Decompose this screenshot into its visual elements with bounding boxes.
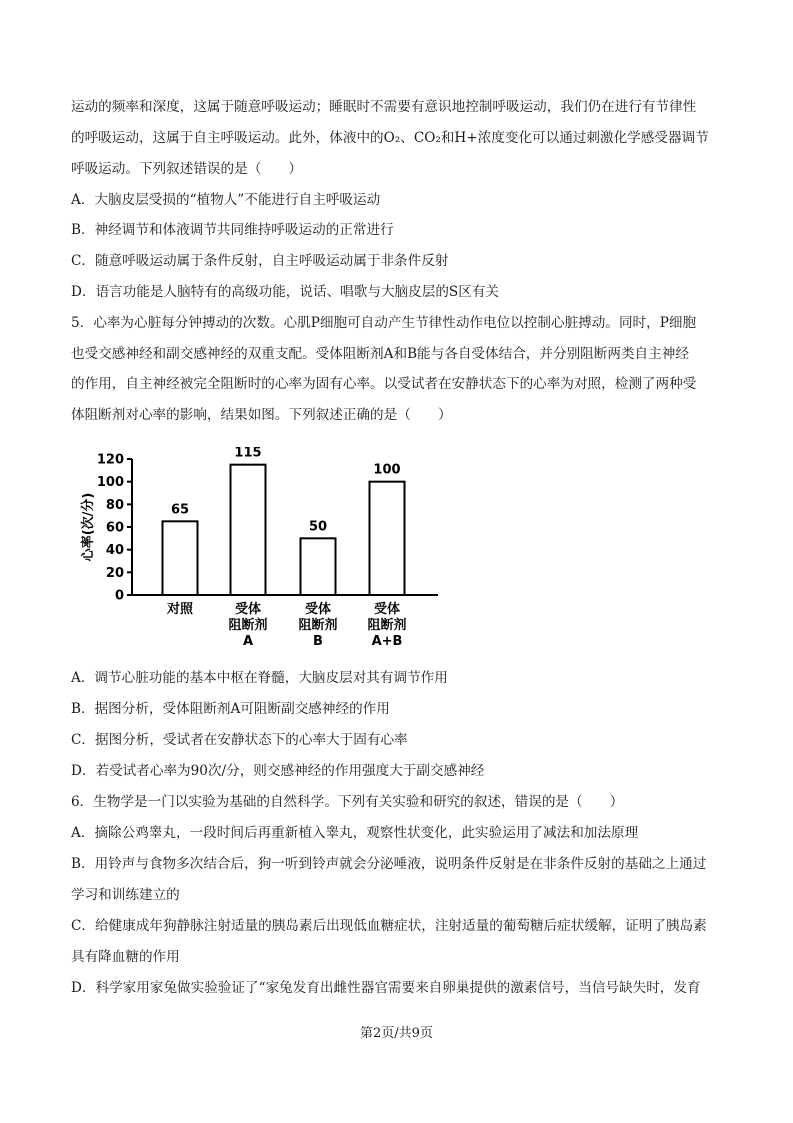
category-label: 阻断剂 bbox=[228, 618, 268, 633]
y-tick-label: 60 bbox=[105, 520, 124, 536]
q5-stem-line-2: 也受交感神经和副交感神经的双重支配。受体阻断剂A和B能与各自受体结合，并分别阻断两类自主神经 bbox=[71, 346, 689, 362]
q5-option-b[interactable]: B．据图分析，受体阻断剂A可阻断副交感神经的作用 bbox=[71, 701, 390, 717]
bar-value-label: 100 bbox=[373, 462, 401, 478]
q4-stem-line-2: 的呼吸运动，这属于自主呼吸运动。此外，体液中的O₂、CO₂和H+浓度变化可以通过刺激化学感受器调节 bbox=[71, 130, 709, 146]
q6-option-d-line-1[interactable]: D．科学家用家兔做实验验证了“家兔发育出雌性器官需要来自卵巢提供的激素信号，当信号缺失时，发育 bbox=[71, 980, 701, 996]
q5-option-a[interactable]: A．调节心脏功能的基本中枢在脊髓，大脑皮层对其有调节作用 bbox=[71, 670, 448, 686]
chart-svg bbox=[70, 447, 450, 657]
y-tick-label: 120 bbox=[96, 452, 124, 468]
heart-rate-bar-chart bbox=[70, 447, 450, 657]
q6-option-c-line-1[interactable]: C．给健康成年狗静脉注射适量的胰岛素后出现低血糖症状，注射适量的葡萄糖后症状缓解，证明了胰岛素 bbox=[71, 918, 707, 934]
page-number: 第2页/共9页 bbox=[360, 1026, 433, 1041]
q4-stem-line-3: 呼吸运动。下列叙述错误的是（ ） bbox=[71, 161, 303, 177]
category-label: 受体 bbox=[373, 602, 401, 617]
q4-option-d[interactable]: D．语言功能是人脑特有的高级功能，说话、唱歌与大脑皮层的S区有关 bbox=[71, 284, 500, 300]
bar bbox=[231, 465, 266, 595]
category-label: 对照 bbox=[166, 602, 194, 617]
q4-stem-line-1: 运动的频率和深度，这属于随意呼吸运动；睡眠时不需要有意识地控制呼吸运动，我们仍在进行有节律性 bbox=[71, 99, 697, 115]
category-label: A+B bbox=[371, 634, 403, 649]
q4-option-b[interactable]: B．神经调节和体液调节共同维持呼吸运动的正常进行 bbox=[71, 222, 394, 238]
q5-stem-line-3: 的作用，自主神经被完全阻断时的心率为固有心率。以受试者在安静状态下的心率为对照，检测了两种受 bbox=[71, 376, 697, 392]
q4-option-c[interactable]: C．随意呼吸运动属于条件反射，自主呼吸运动属于非条件反射 bbox=[71, 253, 449, 269]
q6-option-a[interactable]: A．摘除公鸡睾丸，一段时间后再重新植入睾丸，观察性状变化，此实验运用了减法和加法原理 bbox=[71, 825, 639, 841]
y-tick-label: 100 bbox=[96, 475, 124, 491]
bar-value-label: 50 bbox=[308, 519, 328, 535]
y-tick-label: 40 bbox=[105, 543, 124, 559]
category-label: 阻断剂 bbox=[367, 618, 407, 633]
y-axis-title: 心率(次/分) bbox=[81, 492, 96, 562]
q5-option-c[interactable]: C．据图分析，受试者在安静状态下的心率大于固有心率 bbox=[71, 732, 408, 748]
category-label: 受体 bbox=[234, 602, 262, 617]
q5-stem-line-4: 体阻断剂对心率的影响，结果如图。下列叙述正确的是（ ） bbox=[71, 407, 452, 423]
y-tick-label: 80 bbox=[105, 497, 124, 513]
y-axis-label bbox=[80, 493, 96, 562]
q6-option-b-line-1[interactable]: B．用铃声与食物多次结合后，狗一听到铃声就会分泌唾液，说明条件反射是在非条件反射的基础之上通过 bbox=[71, 856, 707, 872]
category-label: A bbox=[242, 634, 254, 649]
y-tick-label: 20 bbox=[105, 565, 124, 581]
q6-stem-line-1: 6．生物学是一门以实验为基础的自然科学。下列有关实验和研究的叙述，错误的是（ ） bbox=[71, 794, 624, 810]
category-label: 受体 bbox=[304, 602, 332, 617]
y-tick-label: 0 bbox=[114, 588, 124, 604]
q6-option-c-line-2[interactable]: 具有降血糖的作用 bbox=[71, 949, 180, 965]
q5-stem-line-1: 5．心率为心脏每分钟搏动的次数。心肌P细胞可自动产生节律性动作电位以控制心脏搏动。同时，P细胞 bbox=[71, 315, 697, 331]
q5-option-d[interactable]: D．若受试者心率为90次/分，则交感神经的作用强度大于副交感神经 bbox=[71, 763, 485, 779]
q6-option-b-line-2[interactable]: 学习和训练建立的 bbox=[71, 887, 180, 903]
bar bbox=[163, 521, 198, 595]
bar-value-label: 65 bbox=[170, 502, 190, 518]
bar bbox=[301, 538, 336, 595]
q4-option-a[interactable]: A．大脑皮层受损的“植物人”不能进行自主呼吸运动 bbox=[71, 192, 381, 208]
category-label: 阻断剂 bbox=[298, 618, 338, 633]
bar-value-label: 115 bbox=[234, 447, 262, 461]
category-label: B bbox=[313, 634, 323, 649]
bar bbox=[370, 482, 405, 595]
